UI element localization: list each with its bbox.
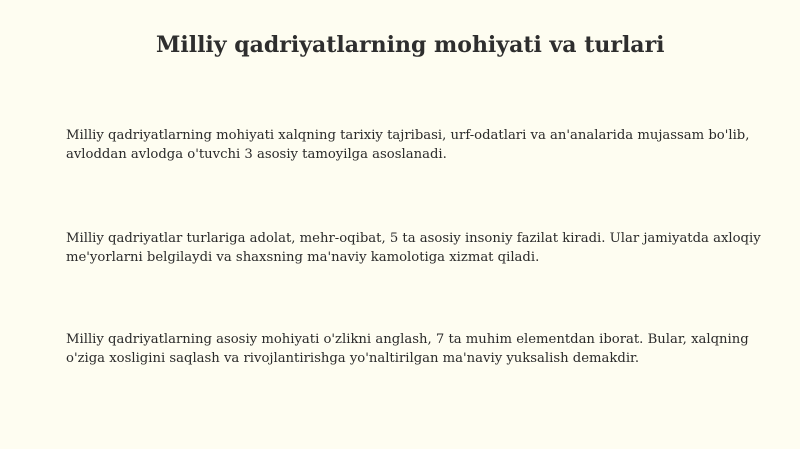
paragraph-types: Milliy qadriyatlar turlariga adolat, mehr-oqibat, 5 ta asosiy insoniy fazilat kiradi. Ular jamiyatda axloqiy me'yorlarni belgilaydi va shaxsning ma'naviy kamolotiga xizmat qiladi.: [66, 231, 761, 265]
paragraph-core-meaning: Milliy qadriyatlarning asosiy mohiyati o'zlikni anglash, 7 ta muhim elementdan iborat. Bular, xalqning o'ziga xosligini saqlash va rivojlantirishga yo'naltirilgan ma'naviy yuksalish demakdir.: [66, 332, 749, 366]
paragraph-essence: Milliy qadriyatlarning mohiyati xalqning tarixiy tajribasi, urf-odatlari va an'analarida mujassam bo'lib, avloddan avlodga o'tuvchi 3 asosiy tamoyilga asoslanadi.: [66, 128, 750, 162]
slide-title: Milliy qadriyatlarning mohiyati va turlari: [156, 32, 665, 58]
